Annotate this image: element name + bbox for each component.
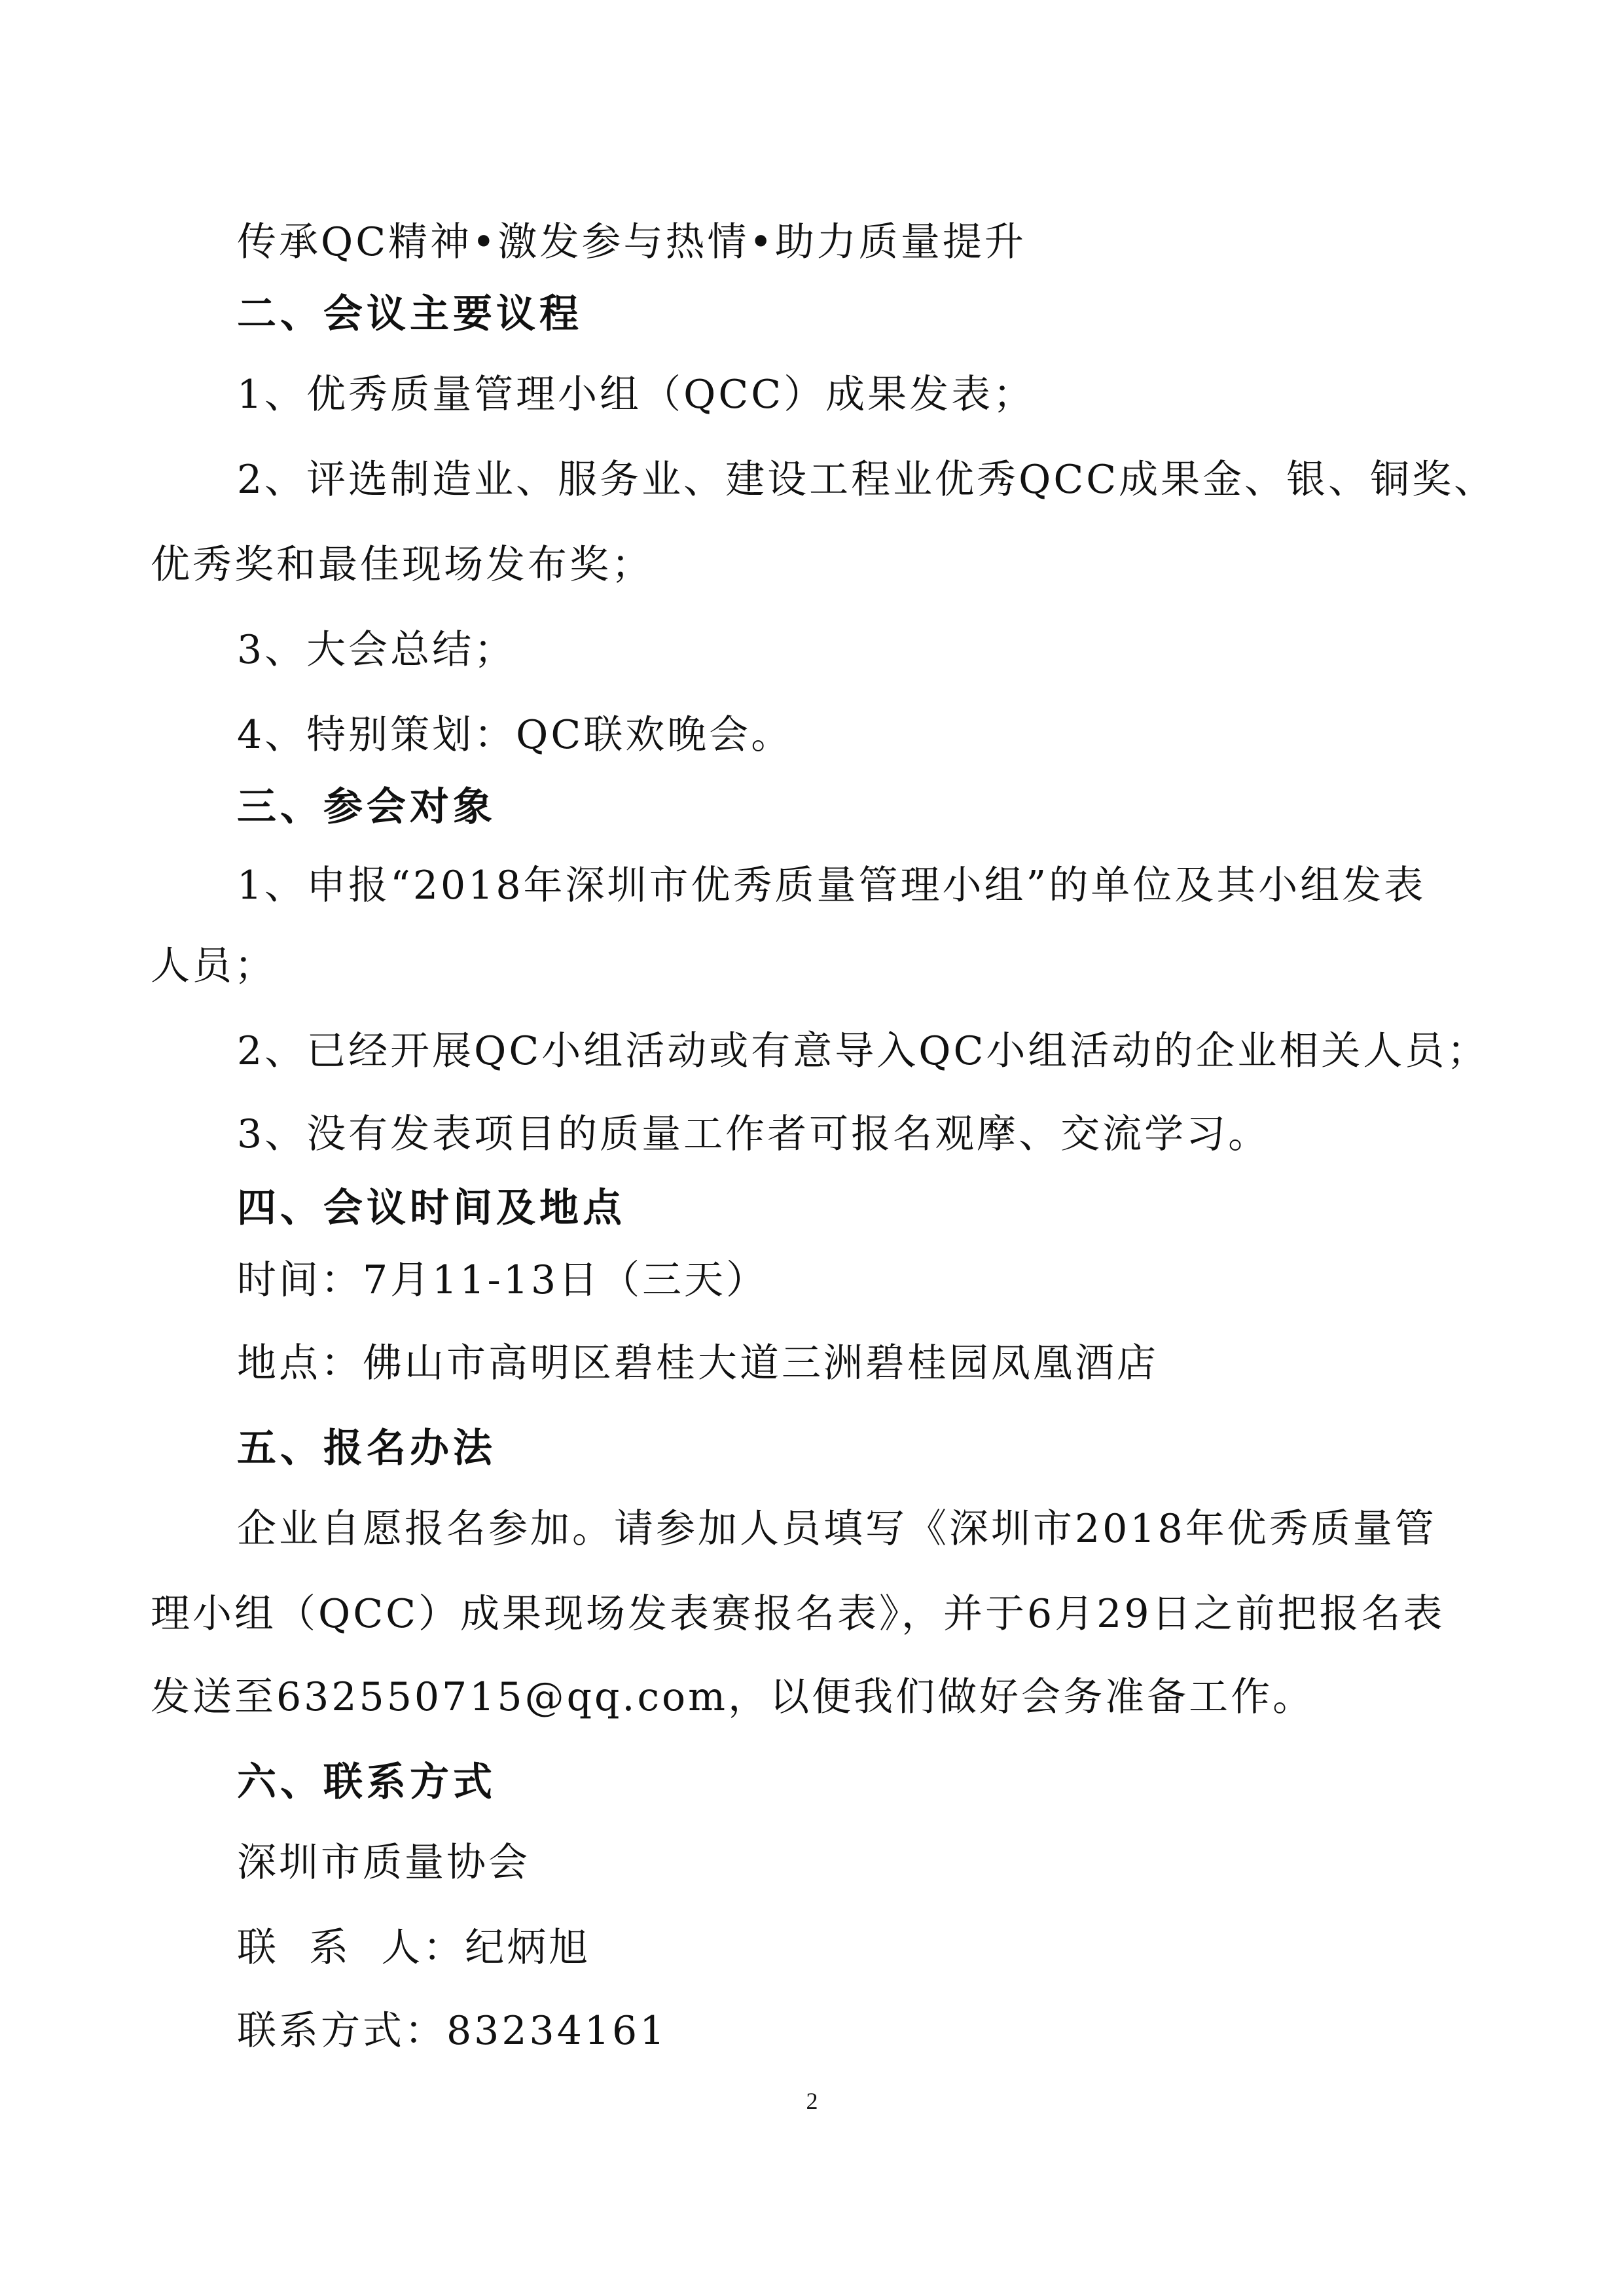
meeting-place: 地点：佛山市高明区碧桂大道三洲碧桂园凤凰酒店 — [237, 1340, 1159, 1386]
contact-person: 联 系 人：纪炳旭 — [237, 1925, 591, 1971]
agenda-item-2-line-1: 2、评选制造业、服务业、建设工程业优秀QCC成果金、银、铜奖、 — [237, 457, 1496, 503]
attendee-item-1-line-2: 人员； — [151, 943, 276, 989]
section-5-heading: 五、报名办法 — [237, 1426, 496, 1471]
section-4-heading: 四、会议时间及地点 — [237, 1185, 626, 1231]
agenda-item-1: 1、优秀质量管理小组（QCC）成果发表； — [237, 372, 1036, 418]
agenda-item-3: 3、大会总结； — [237, 627, 516, 673]
registration-para-line-2: 理小组（QCC）成果现场发表赛报名表》，并于6月29日之前把报名表 — [151, 1591, 1445, 1637]
contact-organization: 深圳市质量协会 — [237, 1840, 530, 1886]
section-2-heading: 二、会议主要议程 — [237, 291, 583, 337]
registration-para-line-1: 企业自愿报名参加。请参加人员填写《深圳市2018年优秀质量管 — [237, 1506, 1437, 1552]
section-6-heading: 六、联系方式 — [237, 1759, 496, 1805]
page-number: 2 — [806, 2088, 818, 2114]
attendee-item-3: 3、没有发表项目的质量工作者可报名观摩、交流学习。 — [237, 1111, 1271, 1157]
agenda-item-4: 4、特别策划：QC联欢晚会。 — [237, 712, 793, 758]
attendee-item-2: 2、已经开展QC小组活动或有意导入QC小组活动的企业相关人员； — [237, 1028, 1489, 1074]
meeting-time: 时间：7月11-13日（三天） — [237, 1257, 768, 1303]
agenda-item-2-line-2: 优秀奖和最佳现场发布奖； — [151, 542, 653, 588]
registration-para-line-3: 发送至632550715@qq.com，以便我们做好会务准备工作。 — [151, 1674, 1315, 1720]
slogan-line: 传承QC精神•激发参与热情•助力质量提升 — [237, 219, 1026, 265]
contact-phone: 联系方式：83234161 — [237, 2008, 668, 2054]
attendee-item-1-line-1: 1、申报“2018年深圳市优秀质量管理小组”的单位及其小组发表 — [237, 863, 1426, 908]
section-3-heading: 三、参会对象 — [237, 784, 496, 830]
